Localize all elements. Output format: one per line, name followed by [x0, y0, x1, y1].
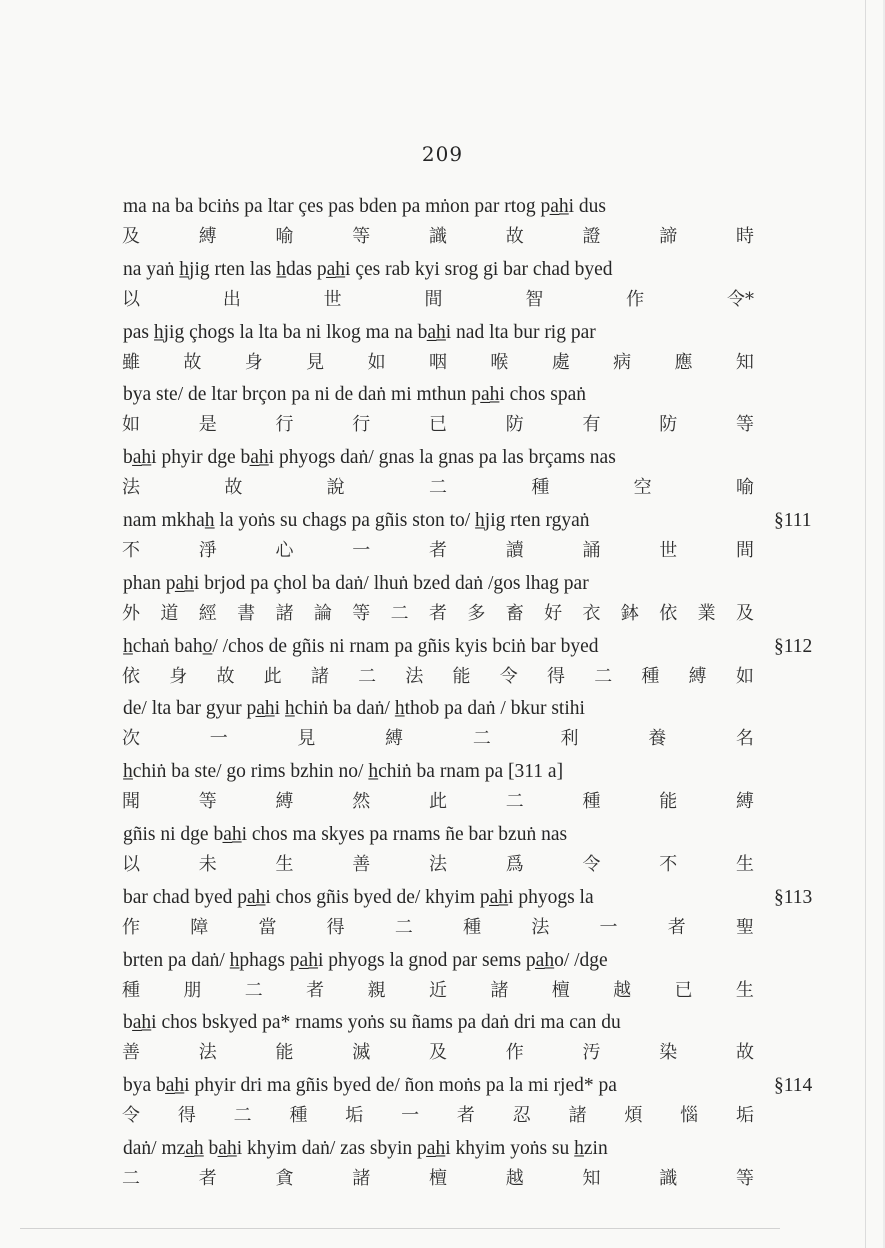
chinese-character: 法: [198, 1042, 217, 1064]
chinese-character: 處: [551, 351, 570, 373]
chinese-character: 多: [467, 602, 486, 624]
chinese-character: 法: [531, 916, 550, 938]
chinese-character: 鉢: [620, 602, 639, 624]
chinese-character: 咽: [428, 351, 447, 373]
chinese-character: 空: [633, 477, 652, 499]
chinese-character: 檀: [551, 979, 570, 1001]
tibetan-line: h̲chaṅ baho̲/ /chos de gñis ni rnam pa gñis kyis bciṅ bar byed: [123, 635, 599, 657]
chinese-character: 諸: [568, 1105, 587, 1127]
chinese-character: 當: [258, 916, 277, 938]
page-edge: [865, 0, 866, 1248]
chinese-character: 喻: [735, 477, 754, 499]
chinese-character: 誦: [582, 540, 601, 561]
chinese-character: 得: [546, 665, 565, 687]
chinese-character: 忍: [512, 1105, 531, 1127]
chinese-character: 故: [505, 226, 524, 247]
tibetan-line: phan pa̲h̲i brjod pa çhol ba daṅ/ lhuṅ bzed daṅ /gos lhag par: [123, 572, 589, 594]
chinese-character: 以: [122, 854, 140, 875]
chinese-character: 知: [735, 351, 754, 373]
chinese-character: 論: [313, 602, 332, 624]
tibetan-line: pas h̲jig çhogs la lta ba ni lkog ma na ba̲h̲i nad lta bur rig par: [123, 321, 596, 343]
chinese-character: 見: [297, 728, 316, 750]
chinese-character: 此: [429, 791, 447, 813]
chinese-character: 一: [209, 728, 228, 750]
chinese-character: 近: [428, 979, 447, 1001]
chinese-character: 病: [613, 351, 632, 373]
chinese-character: 令: [122, 1105, 140, 1127]
chinese-character: 善: [352, 854, 371, 875]
chinese-character: 爲: [505, 854, 524, 875]
chinese-character: 種: [289, 1105, 308, 1127]
chinese-character: 能: [452, 665, 471, 687]
chinese-character: 已: [429, 414, 447, 436]
chinese-character: 好: [544, 602, 563, 624]
chinese-character: 見: [306, 351, 325, 373]
chinese-character: 次: [122, 728, 140, 750]
section-marker: §113: [774, 886, 813, 908]
chinese-character: 已: [674, 979, 693, 1001]
chinese-character: 不: [122, 540, 140, 561]
chinese-gloss-line: [122, 289, 754, 311]
chinese-character: 二: [390, 602, 409, 624]
chinese-character: 以: [122, 288, 140, 310]
chinese-character: 等: [736, 414, 754, 436]
chinese-character: 識: [659, 1168, 678, 1189]
chinese-character: 喉: [490, 351, 509, 373]
chinese-character: 法: [405, 665, 424, 687]
chinese-character: 有: [582, 414, 601, 436]
tibetan-line: ma na ba bciṅs pa ltar çes pas bden pa mṅon par rtog pa̲h̲i dus: [123, 196, 607, 217]
chinese-character: 生: [275, 854, 294, 875]
chinese-gloss-line: [122, 1105, 754, 1127]
chinese-character: 染: [659, 1042, 678, 1064]
chinese-character: 親: [367, 979, 386, 1001]
chinese-character: 及: [429, 1042, 447, 1064]
chinese-character: 行: [352, 414, 371, 436]
chinese-gloss-line: [122, 728, 754, 750]
chinese-gloss-line: [122, 352, 754, 374]
chinese-gloss-line: [122, 854, 754, 876]
chinese-character: 種: [463, 916, 482, 938]
section-marker: §111: [774, 510, 812, 531]
tibetan-line: brten pa daṅ/ h̲phags pa̲h̲i phyogs la gnod par sems pa̲h̲o/ /dge: [123, 949, 608, 971]
tibetan-line: gñis ni dge ba̲h̲i chos ma skyes pa rnams ñe bar bzuṅ nas: [123, 824, 568, 845]
chinese-character: 如: [367, 351, 386, 373]
chinese-gloss-line: [122, 666, 754, 688]
chinese-character: 喻: [275, 226, 294, 247]
chinese-character: 種: [641, 665, 660, 687]
chinese-character: 二: [472, 728, 491, 750]
chinese-character: 畜: [505, 602, 524, 624]
chinese-character: 心: [275, 540, 294, 561]
chinese-character: 縛: [275, 791, 294, 813]
chinese-character: 種: [122, 979, 140, 1001]
chinese-character: 等: [352, 226, 371, 247]
chinese-gloss-line: [122, 1168, 754, 1190]
chinese-character: 世: [659, 540, 678, 561]
chinese-character: 如: [735, 665, 754, 687]
bottom-rule: [20, 1228, 780, 1229]
chinese-character: 縛: [736, 791, 754, 813]
chinese-character: 等: [198, 791, 217, 813]
chinese-character: 令*: [726, 288, 754, 310]
chinese-character: 諸: [352, 1168, 371, 1189]
tibetan-line: nam mkhah̲ la yoṅs su chags pa gñis ston to/ h̲jig rten rgyaṅ: [123, 510, 590, 531]
chinese-character: 者: [198, 1168, 217, 1189]
chinese-character: 諸: [275, 602, 294, 624]
chinese-character: 一: [599, 916, 618, 938]
chinese-character: 一: [401, 1105, 420, 1127]
chinese-character: 二: [358, 665, 377, 687]
chinese-character: 滅: [352, 1042, 371, 1064]
chinese-character: 不: [659, 854, 678, 875]
chinese-character: 及: [122, 226, 140, 247]
chinese-character: 者: [667, 916, 686, 938]
chinese-character: 生: [735, 979, 754, 1001]
section-marker: §112: [774, 635, 813, 657]
page-number: 209: [421, 142, 464, 166]
chinese-character: 依: [122, 665, 140, 687]
chinese-character: 防: [505, 414, 524, 436]
chinese-gloss-line: [122, 1042, 754, 1064]
chinese-gloss-line: [122, 540, 754, 562]
chinese-character: 貪: [275, 1168, 294, 1189]
chinese-character: 行: [275, 414, 294, 436]
chinese-character: 依: [659, 602, 678, 624]
tibetan-line: daṅ/ mza̲h̲ ba̲h̲i khyim daṅ/ zas sbyin pa̲h̲i khyim yoṅs su h̲zin: [123, 1138, 608, 1159]
chinese-character: 名: [735, 728, 754, 750]
chinese-character: 故: [736, 1042, 754, 1064]
chinese-character: 障: [190, 916, 209, 938]
chinese-character: 然: [352, 791, 371, 813]
tibetan-line: de/ lta bar gyur pa̲h̲i h̲chiṅ ba daṅ/ h̲thob pa daṅ / bkur stihi: [123, 698, 585, 720]
tibetan-line: ba̲h̲i chos bskyed pa* rnams yoṅs su ñams pa daṅ dri ma can du: [123, 1012, 621, 1034]
chinese-gloss-line: [122, 917, 754, 939]
chinese-character: 越: [505, 1168, 524, 1189]
chinese-character: 者: [429, 602, 447, 624]
chinese-gloss-line: [122, 603, 754, 625]
chinese-character: 諸: [490, 979, 509, 1001]
chinese-character: 身: [169, 665, 188, 687]
chinese-character: 世: [323, 288, 342, 310]
section-marker: §114: [774, 1075, 813, 1097]
chinese-character: 說: [326, 477, 345, 499]
chinese-character: 生: [736, 854, 754, 875]
chinese-character: 如: [122, 414, 140, 436]
chinese-character: 作: [122, 916, 140, 938]
chinese-character: 二: [122, 1168, 140, 1189]
tibetan-line: bya ba̲h̲i phyir dri ma gñis byed de/ ñon moṅs pa la mi rjed* pa: [123, 1075, 617, 1097]
chinese-character: 身: [244, 351, 263, 373]
chinese-character: 二: [244, 979, 263, 1001]
chinese-gloss-line: [122, 414, 754, 436]
chinese-character: 此: [263, 665, 282, 687]
chinese-character: 煩: [624, 1105, 643, 1127]
chinese-character: 檀: [429, 1168, 447, 1189]
chinese-character: 道: [160, 602, 179, 624]
chinese-character: 識: [429, 226, 447, 247]
chinese-gloss-line: [122, 791, 754, 813]
chinese-character: 等: [352, 602, 371, 624]
chinese-gloss-line: [122, 477, 754, 499]
chinese-character: 二: [594, 665, 613, 687]
chinese-character: 作: [626, 288, 645, 310]
chinese-character: 種: [531, 477, 550, 499]
chinese-character: 間: [736, 540, 754, 561]
tibetan-line: bya ste/ de ltar brçon pa ni de daṅ mi mthun pa̲h̲i chos spaṅ: [123, 384, 587, 406]
chinese-character: 二: [394, 916, 413, 938]
chinese-gloss-line: [122, 980, 754, 1002]
chinese-character: 應: [674, 351, 693, 373]
chinese-character: 二: [505, 791, 524, 813]
chinese-character: 智: [525, 288, 544, 310]
chinese-character: 者: [456, 1105, 475, 1127]
chinese-character: 故: [224, 477, 243, 499]
chinese-character: 者: [429, 540, 447, 561]
chinese-character: 讀: [505, 540, 524, 561]
chinese-character: 業: [697, 602, 716, 624]
chinese-character: 得: [326, 916, 345, 938]
chinese-character: 諸: [310, 665, 329, 687]
chinese-character: 及: [736, 602, 754, 624]
chinese-character: 書: [237, 602, 256, 624]
chinese-character: 者: [306, 979, 325, 1001]
chinese-character: 淨: [198, 540, 217, 561]
chinese-character: 垢: [735, 1105, 754, 1127]
chinese-character: 能: [275, 1042, 294, 1064]
chinese-character: 未: [198, 854, 217, 875]
chinese-character: 聞: [122, 791, 140, 813]
tibetan-line: na yaṅ h̲jig rten las h̲das pa̲h̲i çes rab kyi srog gi bar chad byed: [123, 258, 613, 280]
chinese-character: 汚: [582, 1042, 601, 1064]
chinese-character: 外: [122, 602, 140, 624]
chinese-character: 等: [736, 1168, 754, 1189]
chinese-character: 能: [659, 791, 678, 813]
chinese-character: 令: [582, 854, 601, 875]
chinese-character: 養: [648, 728, 667, 750]
chinese-character: 雖: [122, 351, 140, 373]
chinese-gloss-line: [122, 226, 754, 248]
tibetan-line: h̲chiṅ ba ste/ go rims bzhin no/ h̲chiṅ ba rnam pa [311 a]: [123, 761, 564, 783]
chinese-character: 間: [424, 288, 443, 310]
chinese-character: 惱: [680, 1105, 699, 1127]
chinese-character: 縛: [385, 728, 404, 750]
chinese-character: 朋: [183, 979, 202, 1001]
chinese-character: 故: [183, 351, 202, 373]
chinese-character: 諦: [659, 226, 678, 247]
chinese-character: 防: [659, 414, 678, 436]
chinese-character: 經: [198, 602, 217, 624]
chinese-character: 種: [582, 791, 601, 813]
chinese-character: 垢: [345, 1105, 364, 1127]
chinese-character: 利: [560, 728, 579, 750]
chinese-character: 善: [122, 1042, 140, 1064]
chinese-character: 法: [429, 854, 447, 875]
chinese-character: 聖: [735, 916, 754, 938]
chinese-character: 縛: [198, 226, 217, 247]
chinese-character: 得: [177, 1105, 196, 1127]
chinese-character: 故: [216, 665, 235, 687]
chinese-character: 越: [613, 979, 632, 1001]
tibetan-line: ba̲h̲i phyir dge ba̲h̲i phyogs daṅ/ gnas la gnas pa las brçams nas: [123, 447, 616, 469]
chinese-character: 出: [222, 288, 241, 310]
chinese-character: 證: [582, 226, 601, 247]
chinese-character: 一: [352, 540, 371, 561]
chinese-character: 二: [233, 1105, 252, 1127]
chinese-character: 時: [736, 226, 754, 247]
chinese-character: 法: [122, 477, 140, 499]
chinese-character: 二: [428, 477, 447, 499]
chinese-character: 令: [499, 665, 518, 687]
chinese-character: 縛: [688, 665, 707, 687]
tibetan-line: bar chad byed pa̲h̲i chos gñis byed de/ khyim pa̲h̲i phyogs la: [123, 886, 594, 908]
chinese-character: 是: [198, 414, 217, 436]
chinese-character: 衣: [582, 602, 601, 624]
chinese-character: 作: [505, 1042, 524, 1064]
chinese-character: 知: [582, 1168, 601, 1189]
